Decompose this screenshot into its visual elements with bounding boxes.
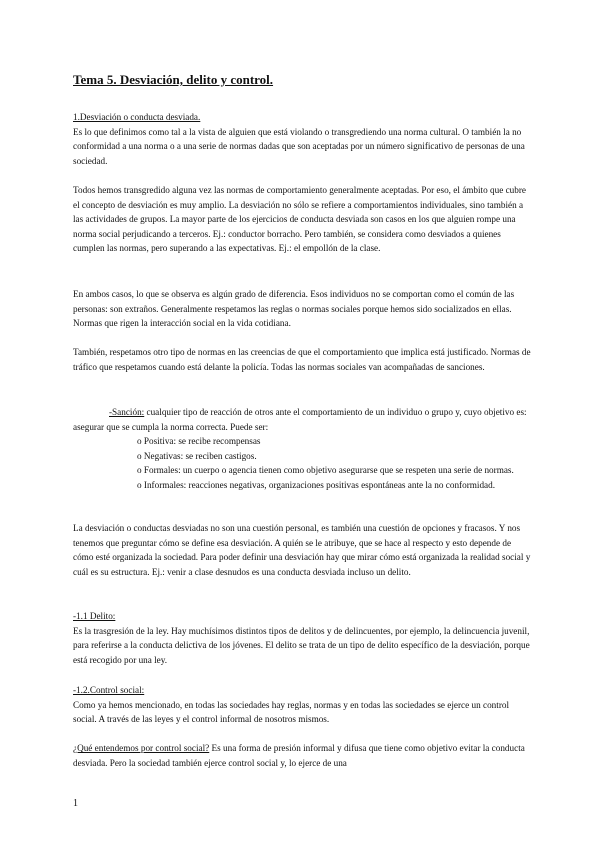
list-item: o Positiva: se recibe recompensas: [137, 436, 261, 446]
section-1-heading: 1.Desviación o conducta desviada.: [73, 112, 201, 122]
page-number: 1: [73, 798, 78, 809]
paragraph-4: También, respetamos otro tipo de normas en las creencias de que el comportamiento que implica está justificado. Normas de tráfico que respetamos cuando está delante la policía. Todas las normas sociales van acompañadas de sanciones.: [73, 347, 531, 372]
delito-heading: -1.1 Delito:: [73, 611, 116, 621]
control-section: [73, 683, 531, 727]
sancion-list: [73, 434, 531, 492]
section-1-intro: Es lo que definimos como tal a la vista de alguien que está violando o transgrediendo una norma cultural. O también la no conformidad a una norma o a una serie de normas dadas que son aceptadas por un número significativo de personas de una sociedad.: [73, 126, 525, 166]
page-title: Tema 5. Desviación, delito y control.: [73, 72, 274, 87]
question-label: ¿Qué entendemos por control social?: [73, 743, 210, 753]
delito-text: Es la trasgresión de la ley. Hay muchísimos distintos tipos de delitos y de delincuentes, por ejemplo, la delincuencia juvenil, para referirse a la conducta delictiva de los jóvenes. El delito se trata de un tipo de delito específico de la desviación, porque está recogido por una ley.: [73, 625, 530, 665]
question-paragraph: [73, 741, 531, 770]
delito-section: [73, 609, 531, 667]
list-item: o Negativas: se reciben castigos.: [137, 450, 257, 461]
paragraph-2: Todos hemos transgredido alguna vez las normas de comportamiento generalmente aceptadas. Por eso, el ámbito que cubre el concepto de desviación es muy amplio. La desviación no sólo se refiere a comportamientos individuales, sino también a las actividades de grupos. La mayor parte de los ejercicios de conducta desviada son casos en los que alguien rompe una norma social perjudicando a terceros. Ej.: conductor borracho. Pero también, se considera como desviados a quienes cumplen las normas, pero superando a las expectativas. Ej.: el empollón de la clase.: [73, 185, 526, 254]
list-item: o Informales: reacciones negativas, organizaciones positivas espontáneas ante la no conformidad.: [137, 479, 496, 490]
paragraph-5: La desviación o conductas desviadas no son una cuestión personal, es también una cuestión de opciones y fracasos. Y nos tenemos que preguntar cómo se define esa desviación. A quién se le atribuye, que se hace al respecto y esto depende de cómo esté organizada la sociedad. Para poder definir una desviación hay que mirar cómo está organizada la realidad social y cuál es su estructura. Ej.: venir a clase desnudos es una conducta desviada incluso un delito.: [73, 523, 531, 577]
list-item: o Formales: un cuerpo o agencia tienen como objetivo asegurarse que se respeten una serie de normas.: [137, 465, 514, 476]
control-text: Como ya hemos mencionado, en todas las sociedades hay reglas, normas y en todas las sociedades se ejerce un control social. A través de las leyes y el control informal de nosotros mismos.: [73, 699, 510, 725]
control-heading: -1.2.Control social:: [73, 685, 145, 695]
sancion-paragraph: [73, 405, 531, 434]
question-text: Es una forma de presión informal y difusa que tiene como objetivo evitar la conducta desviada. Pero la sociedad también ejerce control social y, lo ejerce de una: [73, 743, 525, 768]
section-1: [73, 110, 531, 168]
sancion-label: -Sanción:: [109, 407, 145, 417]
sancion-text: cualquier tipo de reacción de otros ante el comportamiento de un individuo o grupo y, cuyo objetivo es: asegurar que se cumpla la norma correcta. Puede ser:: [73, 407, 527, 432]
paragraph-3: En ambos casos, lo que se observa es algún grado de diferencia. Esos individuos no se comportan como el común de las personas: son extraños. Generalmente respetamos las reglas o normas sociales porque hemos sido socializados en ellas. Normas que rigen la interacción social en la vida cotidiana.: [73, 289, 515, 329]
